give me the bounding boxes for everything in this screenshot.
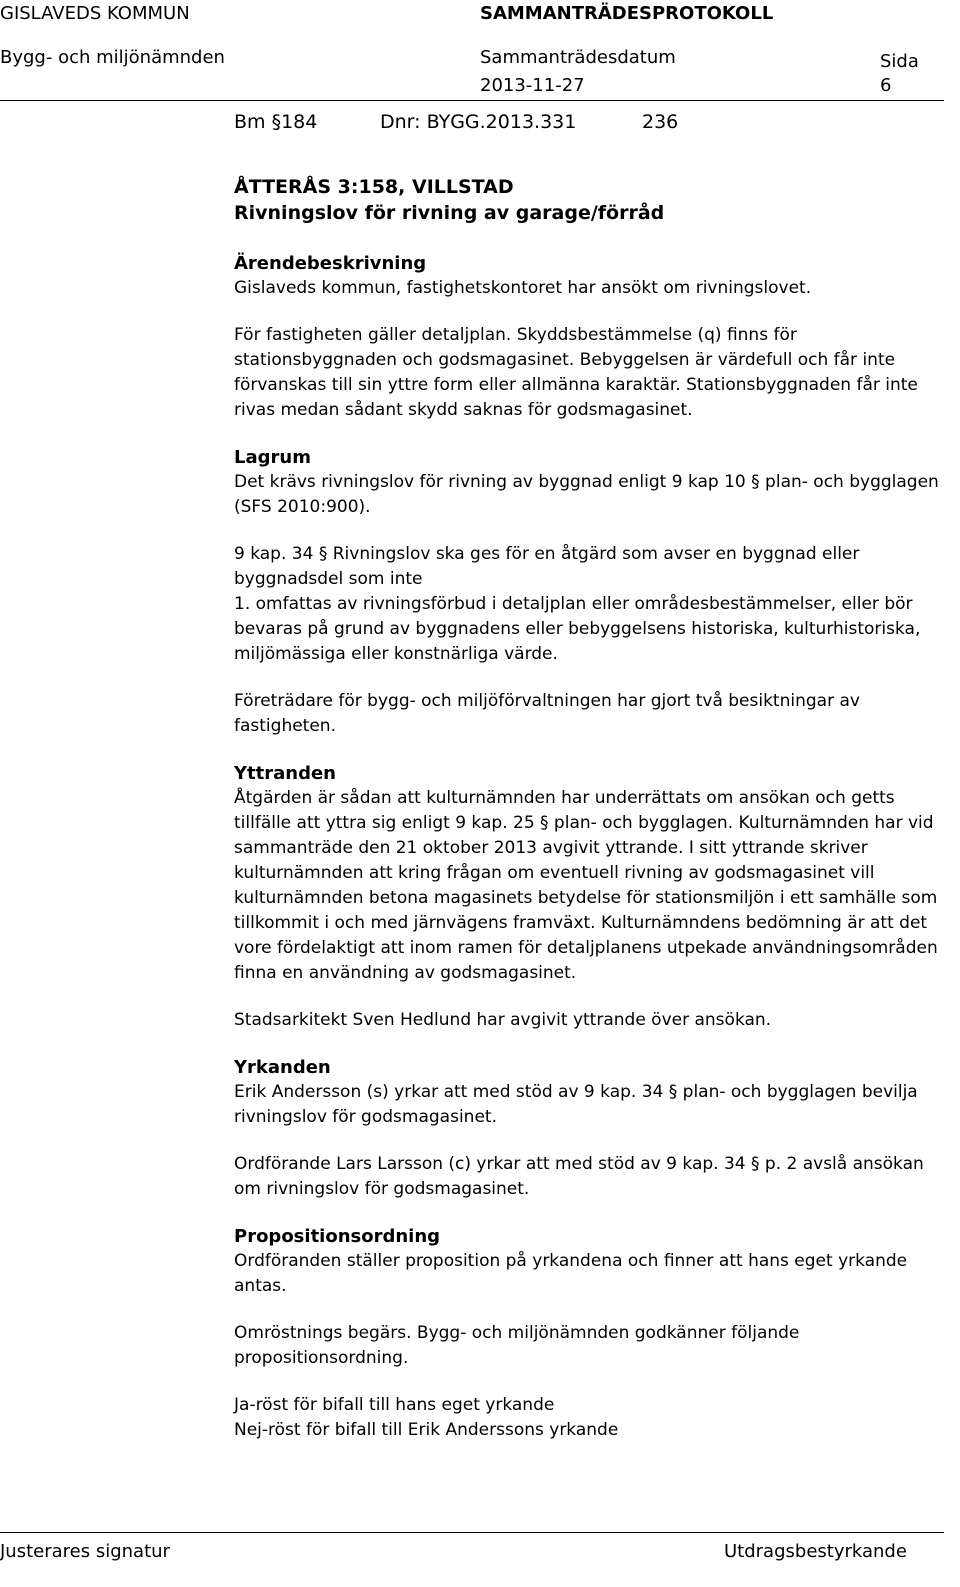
meeting-date: 2013-11-27 xyxy=(480,75,585,96)
paragraph: Ordföranden ställer proposition på yrkandena och finner att hans eget yrkande antas. xyxy=(234,1251,908,1296)
section-heading-arende: Ärendebeskrivning xyxy=(234,253,427,274)
section-heading-yttranden: Yttranden xyxy=(234,763,336,784)
paragraph-number: Bm §184 xyxy=(234,111,318,133)
date-label: Sammanträdesdatum xyxy=(480,47,676,68)
vote-option-nej: Nej-röst för bifall till Erik Anderssons yrkande xyxy=(234,1420,619,1440)
paragraph: Omröstnings begärs. Bygg- och miljönämnden godkänner följande propositionsordning. xyxy=(234,1323,800,1368)
section-heading-yrkanden: Yrkanden xyxy=(234,1057,331,1078)
section-heading-lagrum: Lagrum xyxy=(234,447,311,468)
paragraph: 1. omfattas av rivningsförbud i detaljplan eller områdesbestämmelser, eller bör bevaras på grund av byggnadens eller bebyggelsens historiska, kulturhistoriska, miljömässiga eller konstnärliga värde. xyxy=(234,594,921,664)
page-number: 6 xyxy=(880,75,892,96)
paragraph: 9 kap. 34 § Rivningslov ska ges för en åtgärd som avser en byggnad eller byggnadsdel som inte xyxy=(234,544,860,589)
committee-name: Bygg- och miljönämnden xyxy=(0,47,225,68)
certification-label: Utdragsbestyrkande xyxy=(724,1541,907,1562)
paragraph: Stadsarkitekt Sven Hedlund har avgivit yttrande över ansökan. xyxy=(234,1010,772,1030)
paragraph: Företrädare för bygg- och miljöförvaltningen har gjort två besiktningar av fastigheten. xyxy=(234,691,860,736)
org-name: GISLAVEDS KOMMUN xyxy=(0,3,190,24)
paragraph: För fastigheten gäller detaljplan. Skyddsbestämmelse (q) finns för stationsbyggnaden och godsmagasinet. Bebyggelsen är värdefull och får inte förvanskas till sin yttre form eller allmänna karaktär. Stationsbyggnaden får inte rivas medan sådant skydd saknas för godsmagasinet. xyxy=(234,325,918,420)
document-type: SAMMANTRÄDESPROTOKOLL xyxy=(480,3,774,24)
paragraph: Ordförande Lars Larsson (c) yrkar att med stöd av 9 kap. 34 § p. 2 avslå ansökan om rivningslov för godsmagasinet. xyxy=(234,1154,924,1199)
paragraph: Åtgärden är sådan att kulturnämnden har underrättats om ansökan och getts tillfälle att yttra sig enligt 9 kap. 25 § plan- och bygglagen. Kulturnämnden har vid sammanträde den 21 oktober 2013 avgivit yttrande. I sitt yttrande skriver kulturnämnden att kring frågan om eventuell rivning av godsmagasinet vill kulturnämnden betona magasinets betydelse för stationsmiljön i ett samhälle som tillkommit i och med järnvägens framväxt. Kulturnämndens bedömning är att det vore fördelaktigt att inom ramen för detaljplanens utpekade användningsområden finna en användning av godsmagasinet. xyxy=(234,788,938,983)
footer-divider xyxy=(0,1532,944,1533)
property-title: ÅTTERÅS 3:158, VILLSTAD xyxy=(234,176,514,198)
header-divider xyxy=(0,100,944,101)
section-heading-propositionsordning: Propositionsordning xyxy=(234,1226,441,1247)
subject-title: Rivningslov för rivning av garage/förråd xyxy=(234,202,665,224)
paragraph: Erik Andersson (s) yrkar att med stöd av 9 kap. 34 § plan- och bygglagen bevilja rivningslov för godsmagasinet. xyxy=(234,1082,918,1127)
paragraph: Gislaveds kommun, fastighetskontoret har ansökt om rivningslovet. xyxy=(234,278,812,298)
diary-number: Dnr: BYGG.2013.331 xyxy=(380,111,577,133)
signature-label: Justerares signatur xyxy=(0,1541,170,1562)
reference-line xyxy=(234,108,949,136)
page-label: Sida xyxy=(880,51,919,72)
case-number: 236 xyxy=(642,111,679,133)
paragraph: Det krävs rivningslov för rivning av byggnad enligt 9 kap 10 § plan- och bygglagen (SFS 2010:900). xyxy=(234,472,939,517)
document-body xyxy=(234,108,949,1443)
vote-option-ja: Ja-röst för bifall till hans eget yrkande xyxy=(234,1395,555,1415)
